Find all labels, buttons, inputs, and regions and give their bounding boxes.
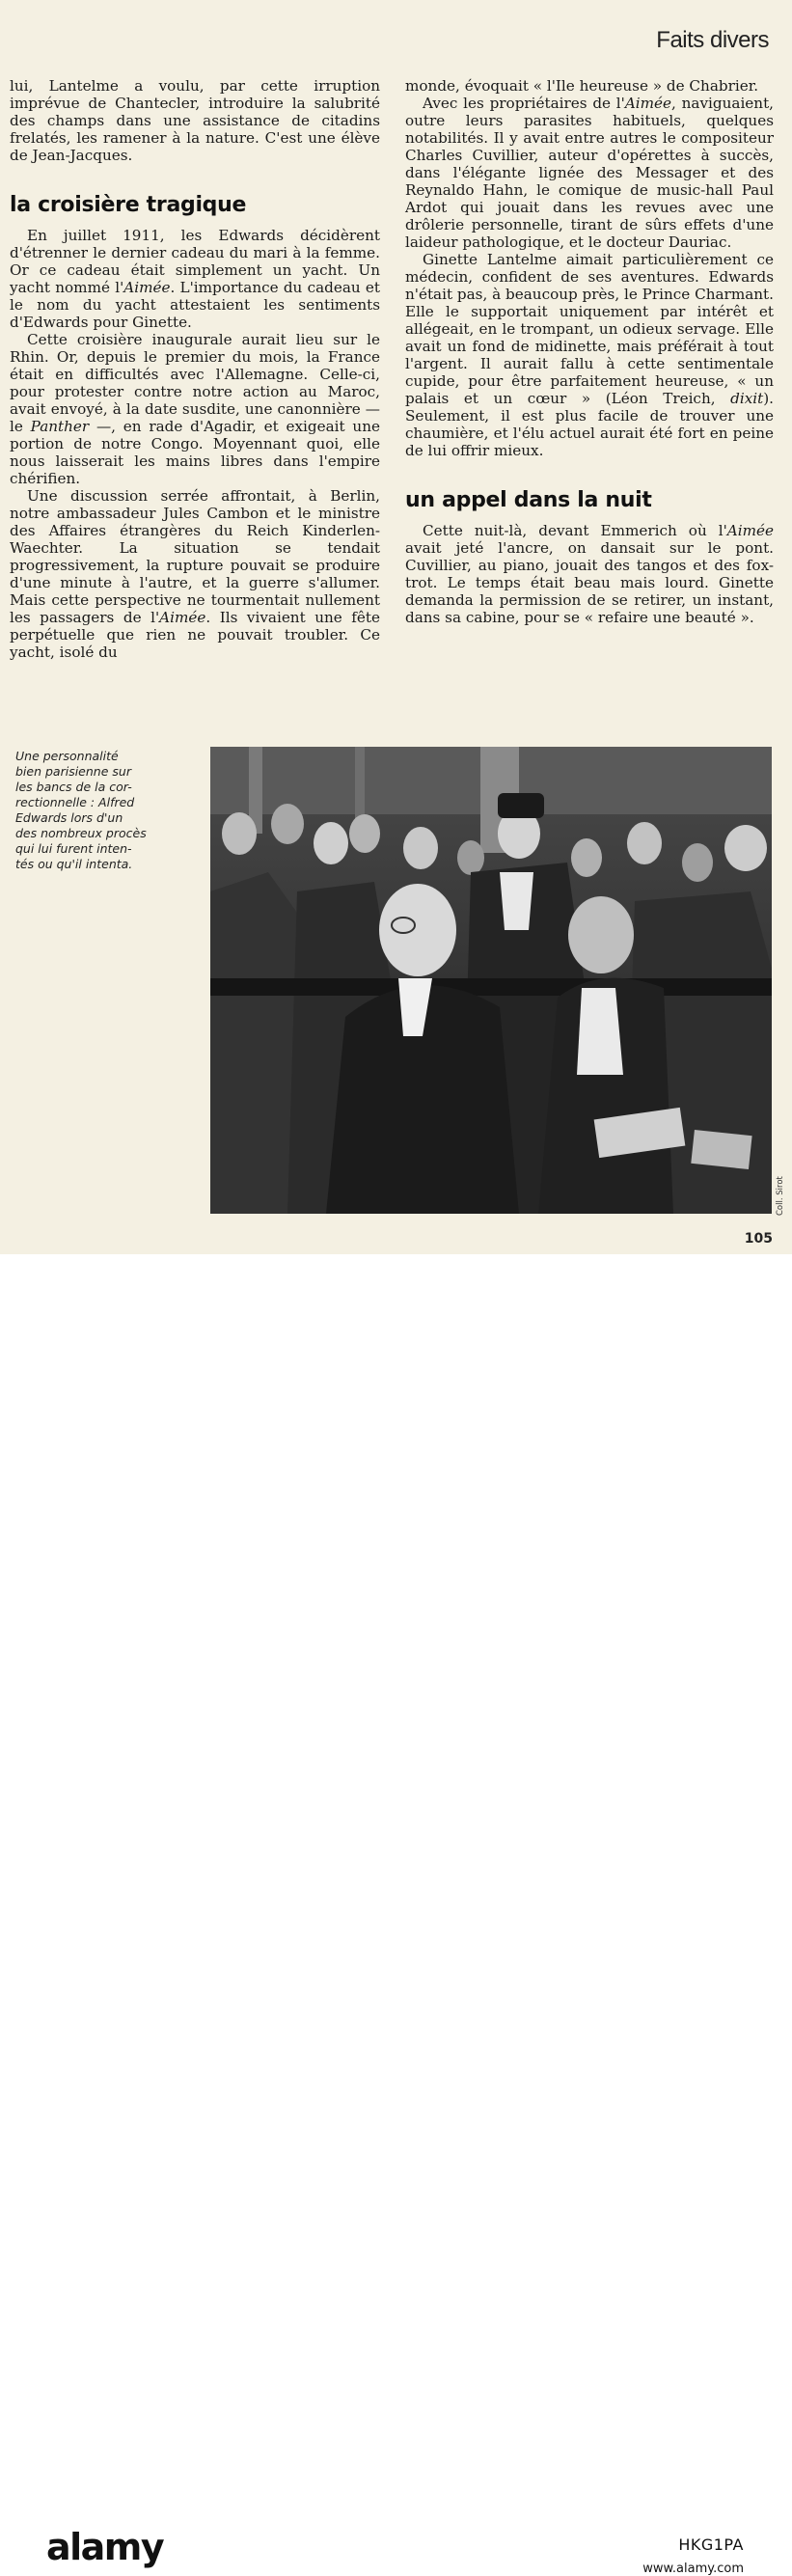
stock-image-id: HKG1PA xyxy=(678,2535,744,2554)
paragraph-4: Avec les propriétaires de l'Aimée, naviguaient, outre leurs parasites habituels, quelques notabilités. Il y avait entre autres le compositeur Charles Cuvillier, auteur d'opérettes à succès, dans l'élégante lignée des Messager et des Reynaldo Hahn, le comique de music-hall Paul Ardot qui jouait dans les revues avec une drôlerie personnelle, tirant de sûrs effets d'une laideur pathologique, et le docteur Dauriac. xyxy=(405,95,774,251)
intro-paragraph: lui, Lantelme a voulu, par cette irruption imprévue de Chantecler, introduire la salubrité des champs dans une assistance de citadins frelatés, les ramener à la nature. C'est une élève de Jean-Jacques. xyxy=(10,77,380,164)
gunboat-name: Panther xyxy=(30,418,90,435)
ship-name: Aimée xyxy=(726,522,774,539)
continuation-paragraph: monde, évoquait « l'Ile heureuse » de Chabrier. xyxy=(405,77,759,95)
paragraph-1: En juillet 1911, les Edwards décidèrent d'étrenner le dernier cadeau du mari à la femme. Or ce cadeau était simplement un yacht. Un yacht nommé l'Aimée. L'importance du cadeau et le nom du yacht attestaient les sentiments d'Edwards pour Ginette. xyxy=(10,227,380,331)
page-number: 105 xyxy=(744,1231,773,1247)
left-column xyxy=(10,77,380,661)
paragraph-2: Cette croisière inaugurale aurait lieu sur le Rhin. Or, depuis le premier du mois, la France était en difficultés avec l'Allemagne. Celle-ci, pour protester contre notre action au Maroc, avait envoyé, à la date susdite, une canonnière — le Panther —, en rade d'Agadir, et exigeait une portion de notre Congo. Moyennant quoi, elle nous laisserait les mains libres dans l'empire chérifien. xyxy=(10,331,380,487)
photo-credit: Coll. Sirot xyxy=(776,1176,785,1216)
right-column xyxy=(405,77,774,626)
courtroom-photo xyxy=(210,747,772,1214)
stock-brand-logo: alamy xyxy=(46,2526,164,2568)
courtroom-photo-illustration xyxy=(210,747,772,1214)
stock-url: www.alamy.com xyxy=(642,2562,744,2576)
magazine-page xyxy=(0,0,792,1254)
ship-name: Aimée xyxy=(624,95,672,112)
paragraph-3: Une discussion serrée affrontait, à Berlin, notre ambassadeur Jules Cambon et le ministre des Affaires étrangères du Reich Kinderlen-Waechter. La situation se tendait progressivement, la rupture pouvait se produire d'une minute à l'autre, et la guerre s'allumer. Mais cette perspective ne tourmentait nullement les passagers de l'Aimée. Ils vivaient une fête perpétuelle que rien ne pouvait troubler. Ce yacht, isolé du xyxy=(10,487,380,661)
ship-name: Aimée xyxy=(159,609,206,626)
photo-caption: Une personnalité bien parisienne sur les bancs de la cor- rectionnelle : Alfred Edwards lors d'un des nombreux procès qui lui furent inten- tés ou qu'il intenta. xyxy=(15,749,147,871)
paragraph-5: Ginette Lantelme aimait particulièrement ce médecin, confident de ses aventures. Edwards n'était pas, à beaucoup près, le Prince Charmant. Elle le supportait uniquement par intérêt et allégeait, en le trompant, un odieux servage. Elle avait un fond de midinette, mais préférait à tout l'argent. Il aurait fallu à cette sentimentale cupide, pour être parfaitement heureuse, « un palais et un cœur » (Léon Treich, dixit). Seulement, il est plus facile de trouver une chaumière, et l'élu actuel aurait été fort en peine de lui offrir mieux. xyxy=(405,251,774,459)
heading-appel: un appel dans la nuit xyxy=(405,488,652,512)
section-label: Faits divers xyxy=(656,27,769,53)
watermark-bar xyxy=(0,1254,792,2576)
heading-croisiere: la croisière tragique xyxy=(10,193,247,217)
dixit-word: dixit xyxy=(730,390,764,407)
ship-name: Aimée xyxy=(123,279,171,296)
paragraph-6: Cette nuit-là, devant Emmerich où l'Aimée avait jeté l'ancre, on dansait sur le pont. Cuvillier, au piano, jouait des tangos et des fox-trot. Le temps était beau mais lourd. Ginette demanda la permission de se retirer, un instant, dans sa cabine, pour se « refaire une beauté ». xyxy=(405,522,774,626)
